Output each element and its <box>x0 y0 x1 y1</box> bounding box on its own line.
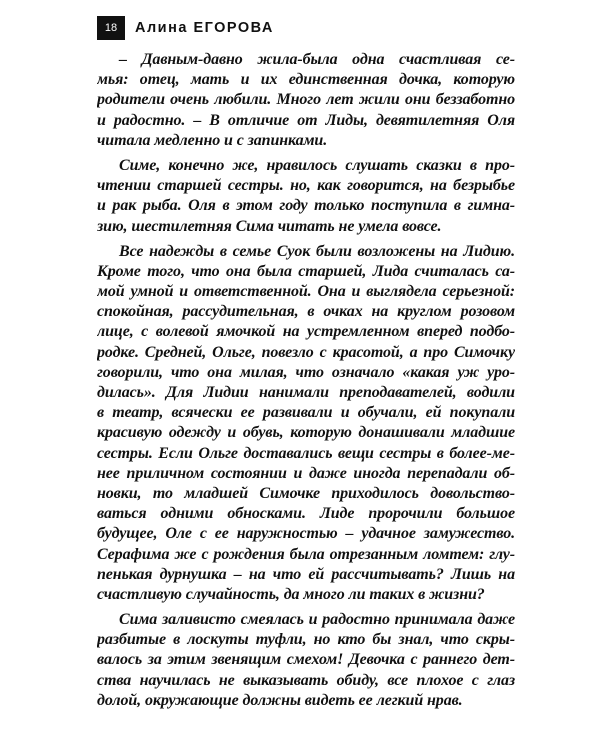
text-line: сестры. Если Ольге доставались вещи сестры в более-ме- <box>97 444 515 462</box>
page-header <box>97 16 274 40</box>
text-line: – Давным-давно жила-была одна счастливая се- <box>119 51 515 68</box>
paragraph <box>97 50 515 151</box>
text-line: дилась». Для Лидии нанимали преподавателей, водили <box>97 384 515 401</box>
text-line: мья: отец, мать и их единственная дочка, которую <box>97 71 515 89</box>
page-number: 18 <box>97 16 125 40</box>
text-body <box>97 50 515 711</box>
text-line: нее приличном состоянии и даже иногда перепадали об- <box>97 464 515 482</box>
text-line: разбитые в лоскуты туфли, но кто бы знал, что скры- <box>97 631 515 649</box>
text-line: пенькая дурнушка – на что ей рассчитывать? Лишь на <box>97 565 515 583</box>
text-line: валось за этим звенящим смехом! Девочка с раннего дет- <box>97 651 515 669</box>
running-title: Алина ЕГОРОВА <box>135 20 274 36</box>
text-line: родке. Средней, Ольге, повезло с красотой, а про Симочку <box>97 343 515 361</box>
paragraph <box>97 242 515 605</box>
text-line: спокойная, рассудительная, в очках на круглом розовом <box>97 303 515 321</box>
text-line: и рак рыба. Оля в этом году только поступила в гимна- <box>97 197 515 215</box>
text-line: будущее, Оле с ее наружностью – удачное замужество. <box>97 525 515 543</box>
text-line: Симе, конечно же, нравилось слушать сказки в про- <box>119 156 515 174</box>
paragraph <box>97 156 515 237</box>
text-line: мой умной и ответственной. Она и выглядела серьезной: <box>97 283 515 301</box>
text-line: Кроме того, что она была старшей, Лида считалась са- <box>97 262 515 280</box>
text-line: чтении старшей сестры. но, как говорится, на безрыбье <box>97 177 515 195</box>
text-line: счастливую случайность, да много ли таких в жизни? <box>97 585 485 603</box>
paragraph <box>97 610 515 711</box>
text-line: ства научилась не выказывать обиду, все плохое с глаз <box>97 671 515 689</box>
text-line: зию, шестилетняя Сима читать не умела вовсе. <box>97 217 442 235</box>
text-line: лице, с волевой ямочкой на устремленном вперед подбо- <box>97 323 515 341</box>
text-line: Все надежды в семье Суок были возложены на Лидию. <box>119 242 515 260</box>
text-line: Серафима же с рождения была отрезанным ломтем: глу- <box>97 545 515 563</box>
text-line: читала медленно и с запинками. <box>97 131 328 149</box>
text-line: красивую одежду и обувь, которую донашивали младшие <box>97 424 515 442</box>
text-line: и радостно. – В отличие от Лиды, девятилетняя Оля <box>97 111 515 129</box>
text-line: говорили, что она милая, что означало «какая уж уро- <box>97 363 515 381</box>
text-line: в театр, всячески ее развивали и обучали, ей покупали <box>97 404 515 422</box>
text-line: родители очень любили. Много лет жили они беззаботно <box>97 91 515 109</box>
text-line: ваться одними обносками. Лиде пророчили большое <box>97 505 515 523</box>
text-line: Сима заливисто смеялась и радостно принимала даже <box>119 611 515 629</box>
text-line: долой, окружающие должны видеть ее легкий нрав. <box>97 691 463 709</box>
text-line: новки, то младшей Симочке приходилось довольство- <box>97 484 515 502</box>
